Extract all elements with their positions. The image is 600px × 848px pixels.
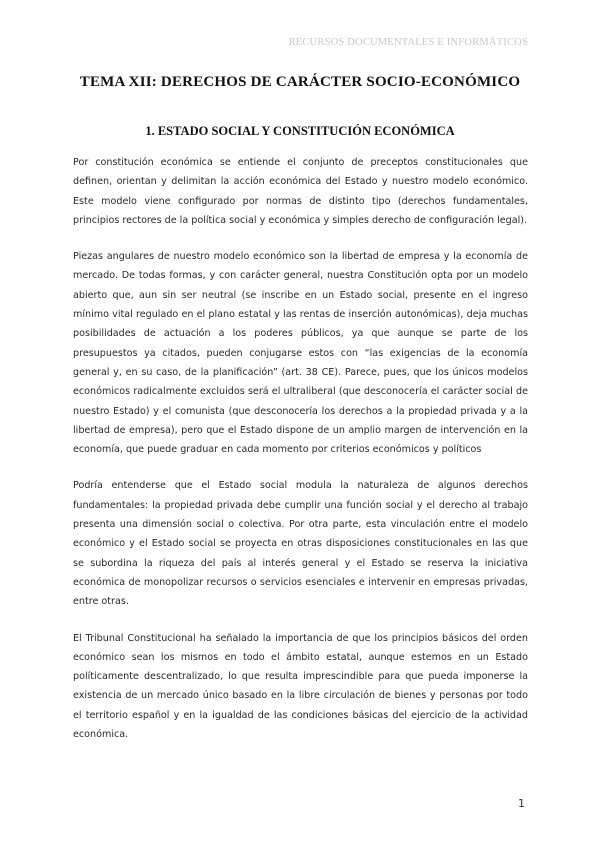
page-header: RECURSOS DOCUMENTALES E INFORMÁTICOS (288, 37, 528, 48)
paragraph: Piezas angulares de nuestro modelo económico son la libertad de empresa y la economía de mercado. De todas formas, y con carácter general, nuestra Constitución opta por un modelo abierto que, aun sin ser neutral (se inscribe en un Estado social, presente en el ingreso mínimo vital regulado en el plano estatal y las rentas de inserción autonómicas), deja muchas posibilidades de actuación a los poderes públicos, ya que aunque se parte de los presupuestos ya citados, pueden conjugarse estos con “las exigencias de la economía general y, en su caso, de la planificación” (art. 38 CE). Parece, pues, que los únicos modelos económicos radicalmente excluidos será el ultraliberal (que desconocería el carácter social de nuestro Estado) y el comunista (que desconocería los derechos a la propiedad privada y a la libertad de empresa), pero que el Estado dispone de un amplio margen de intervención en la economía, que puede graduar en cada momento por criterios económicos y políticos (73, 251, 528, 456)
page-title: TEMA XII: DERECHOS DE CARÁCTER SOCIO-ECONÓMICO (79, 74, 521, 90)
page-number: 1 (518, 797, 525, 810)
paragraph: El Tribunal Constitucional ha señalado la importancia de que los principios básicos del orden económico sean los mismos en todo el ámbito estatal, aunque estemos en un Estado políticamente descentralizado, lo que resulta imprescindible para que pueda imponerse la existencia de un mercado único basado en la libre circulación de bienes y personas por todo el territorio español y en la igualdad de las condiciones básicas del ejercicio de la actividad económica. (73, 632, 528, 741)
section-title: 1. ESTADO SOCIAL Y CONSTITUCIÓN ECONÓMICA (145, 124, 455, 138)
paragraph: Por constitución económica se entiende el conjunto de preceptos constitucionales que definen, orientan y delimitan la acción económica del Estado y nuestro modelo económico. Este modelo viene configurado por normas de distinto tipo (derechos fundamentales, principios rectores de la política social y económica y simples derecho de configuración legal). (73, 157, 528, 226)
body-text (73, 153, 528, 761)
paragraph: Podría entenderse que el Estado social modula la naturaleza de algunos derechos fundamentales: la propiedad privada debe cumplir una función social y el derecho al trabajo presenta una dimensión social o colectiva. Por otra parte, esta vinculación entre el modelo económico y el Estado social se proyecta en otras disposiciones constitucionales en las que se subordina la riqueza del país al interés general y el Estado se reserva la iniciativa económica de monopolizar recursos o servicios esenciales e intervenir en empresas privadas, entre otras. (73, 480, 528, 608)
